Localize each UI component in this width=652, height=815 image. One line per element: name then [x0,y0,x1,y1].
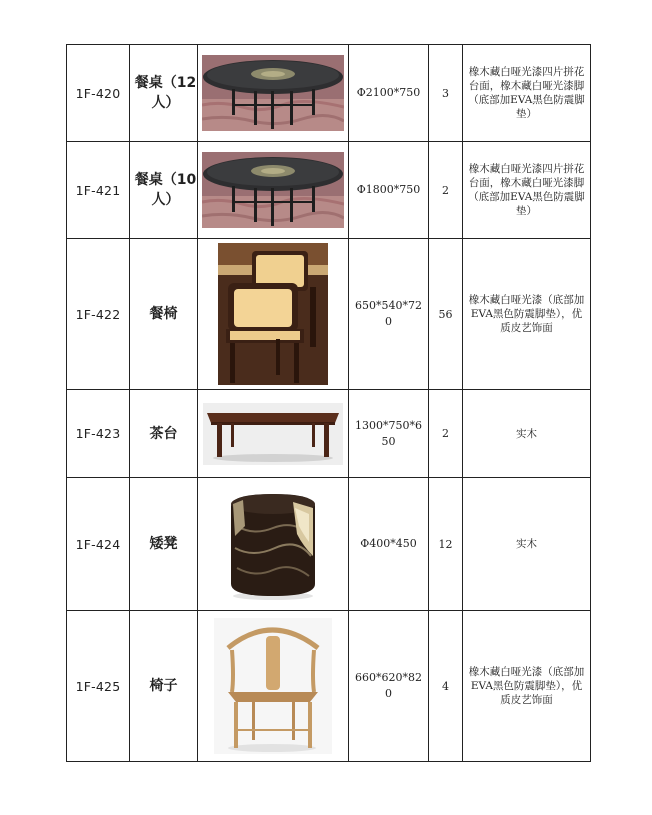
item-size: 1300*750*650 [349,390,429,478]
table-row [67,611,591,762]
round-dining-table-photo [198,142,349,239]
item-size: 660*620*820 [349,611,429,762]
low-stool-photo [198,478,349,611]
item-name: 餐桌（10人） [130,142,198,239]
item-name: 椅子 [130,611,198,762]
item-material: 实木 [463,390,591,478]
table-row [67,239,591,390]
table-row [67,478,591,611]
item-code: 1F-423 [67,390,130,478]
dining-chair-photo [198,239,349,390]
item-quantity: 12 [429,478,463,611]
item-size: Φ2100*750 [349,45,429,142]
item-name: 餐椅 [130,239,198,390]
furniture-spec-table [66,44,591,762]
table-row [67,45,591,142]
item-size: Φ1800*750 [349,142,429,239]
item-name: 茶台 [130,390,198,478]
item-material: 实木 [463,478,591,611]
item-name: 矮凳 [130,478,198,611]
item-size: 650*540*720 [349,239,429,390]
item-quantity: 2 [429,390,463,478]
tea-table-photo [198,390,349,478]
item-name: 餐桌（12人） [130,45,198,142]
item-code: 1F-424 [67,478,130,611]
table-row [67,390,591,478]
round-dining-table-photo [198,45,349,142]
item-quantity: 2 [429,142,463,239]
item-code: 1F-421 [67,142,130,239]
item-material: 橡木藏白哑光漆四片拼花台面，橡木藏白哑光漆脚（底部加EVA黑色防震脚垫） [463,142,591,239]
item-quantity: 4 [429,611,463,762]
armchair-photo [198,611,349,762]
item-material: 橡木藏白哑光漆（底部加EVA黑色防震脚垫），优质皮艺饰面 [463,239,591,390]
item-quantity: 3 [429,45,463,142]
item-material: 橡木藏白哑光漆（底部加EVA黑色防震脚垫），优质皮艺饰面 [463,611,591,762]
item-code: 1F-420 [67,45,130,142]
table-row [67,142,591,239]
item-code: 1F-422 [67,239,130,390]
item-code: 1F-425 [67,611,130,762]
item-material: 橡木藏白哑光漆四片拼花台面，橡木藏白哑光漆脚（底部加EVA黑色防震脚垫） [463,45,591,142]
item-quantity: 56 [429,239,463,390]
item-size: Φ400*450 [349,478,429,611]
